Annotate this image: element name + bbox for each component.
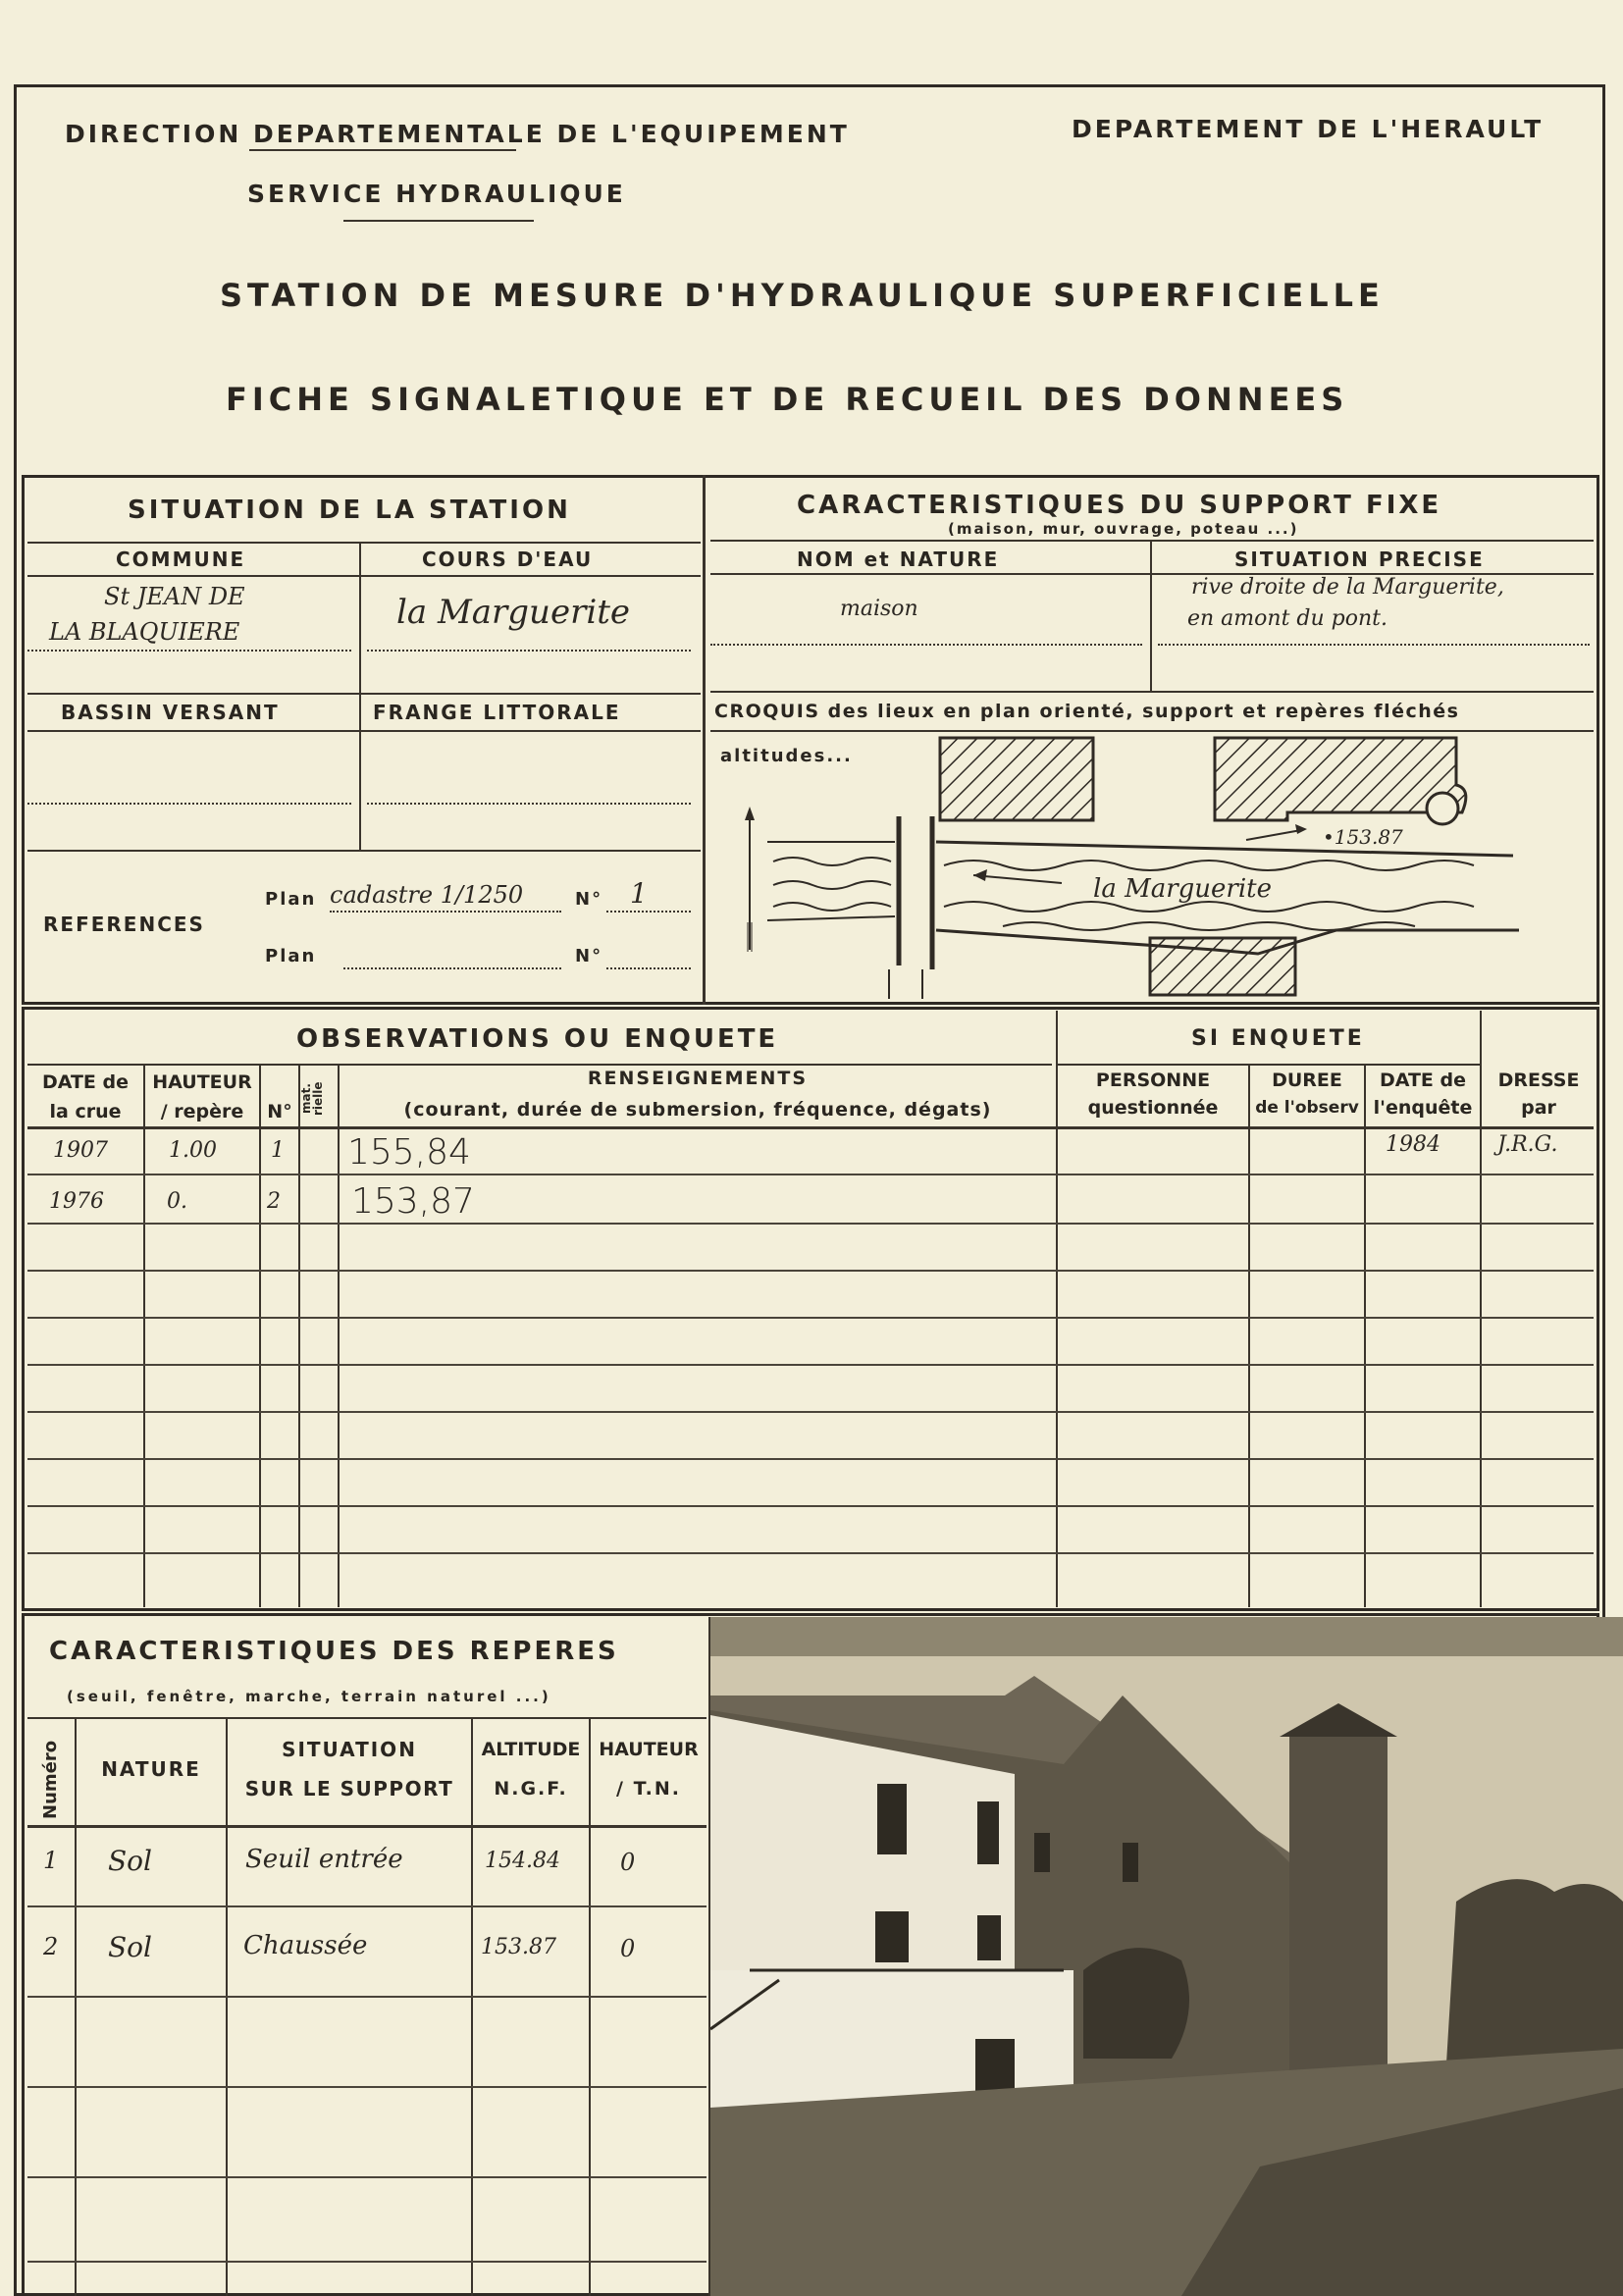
rule	[27, 1717, 707, 1719]
commune-value-1: St JEAN DE	[104, 583, 245, 610]
col-nature: NATURE	[101, 1757, 201, 1781]
plan2-no-label: N°	[575, 946, 603, 966]
station-photo	[710, 1617, 1623, 2296]
rule	[338, 1064, 340, 1607]
title-line2: FICHE SIGNALETIQUE ET DE RECUEIL DES DONNEES	[226, 381, 1349, 418]
org-underline2	[343, 220, 534, 222]
obs-row2-date: 1976	[49, 1189, 104, 1214]
rep-row2-numero: 2	[43, 1933, 59, 1960]
obs-row1-renseignements: 155,84	[347, 1132, 471, 1173]
rule	[226, 1717, 228, 2296]
col-altitude-l1: ALTITUDE	[481, 1739, 581, 1760]
sketch-flow-arrow	[973, 875, 1062, 883]
nom-value: maison	[840, 597, 918, 621]
rep-row-line	[27, 2176, 707, 2178]
rule	[27, 693, 701, 695]
rule	[27, 542, 701, 544]
obs-row-line	[27, 1364, 1594, 1366]
org-line1: DIRECTION DEPARTEMENTALE DE L'EQUIPEMENT	[65, 120, 850, 148]
rep-row1-hauteur: 0	[620, 1849, 636, 1876]
col-no: N°	[267, 1101, 292, 1122]
rule	[1248, 1064, 1250, 1607]
si-enquete-heading: SI ENQUETE	[1191, 1026, 1365, 1051]
section1-divider	[703, 475, 706, 1005]
obs-row-line	[27, 1317, 1594, 1319]
support-subheading: (maison, mur, ouvrage, poteau ...)	[948, 520, 1299, 538]
rule	[1158, 644, 1590, 646]
cours-label: COURS D'EAU	[422, 548, 594, 571]
rule	[710, 540, 1594, 542]
obs-row-line	[27, 1552, 1594, 1554]
plan1-no: 1	[630, 877, 648, 910]
col-rep-hauteur-l2: / T.N.	[616, 1778, 681, 1800]
situation-heading: SITUATION DE LA STATION	[128, 496, 571, 525]
rep-row1-situation: Seuil entrée	[245, 1845, 403, 1874]
rep-row-line	[27, 2261, 707, 2263]
col-situation-l1: SITUATION	[282, 1738, 417, 1761]
obs-row1-dresse: J.R.G.	[1497, 1132, 1558, 1157]
photo-window	[1034, 1833, 1050, 1872]
col-numero: Numéro	[40, 1740, 61, 1820]
rule	[343, 967, 561, 969]
col-personne-l1: PERSONNE	[1095, 1070, 1211, 1091]
col-date-l2: la crue	[49, 1101, 122, 1122]
sketch-water	[773, 881, 891, 889]
reperes-subheading: (seuil, fenêtre, marche, terrain naturel ...)	[67, 1688, 551, 1705]
situation-precise-label: SITUATION PRECISE	[1234, 548, 1485, 571]
obs-row-line	[27, 1223, 1594, 1225]
altitudes-label: altitudes...	[720, 746, 853, 766]
situation-value-1: rive droite de la Marguerite,	[1191, 575, 1504, 600]
references-label: REFERENCES	[43, 913, 205, 936]
obs-row1-date-enquete: 1984	[1386, 1132, 1440, 1157]
rule	[1150, 540, 1152, 691]
col-rep-hauteur-l1: HAUTEUR	[599, 1739, 699, 1760]
rule	[367, 650, 691, 652]
obs-row-line	[27, 1458, 1594, 1460]
frange-label: FRANGE LITTORALE	[373, 701, 621, 724]
rep-row2-hauteur: 0	[620, 1935, 636, 1962]
obs-row1-date: 1907	[53, 1138, 108, 1163]
plan1-label: Plan	[265, 889, 317, 910]
col-dresse-l2: par	[1521, 1097, 1556, 1119]
col-duree-l2: de l'observ	[1255, 1098, 1359, 1118]
plan1-no-label: N°	[575, 889, 603, 910]
nom-label: NOM et NATURE	[797, 548, 1000, 571]
rep-row2-nature: Sol	[108, 1931, 152, 1963]
rep-row-line	[27, 1996, 707, 1998]
photo-window	[875, 1911, 909, 1962]
rep-row2-altitude: 153.87	[481, 1935, 556, 1959]
rule	[589, 1717, 591, 2296]
rep-row1-altitude: 154.84	[485, 1849, 560, 1873]
rule	[27, 803, 351, 805]
col-duree-l1: DUREE	[1272, 1070, 1342, 1091]
sketch-building-left	[940, 738, 1093, 820]
sketch-turret	[1427, 793, 1458, 824]
rule	[1364, 1064, 1366, 1607]
rule	[27, 1825, 707, 1828]
sketch-north-arrowhead	[745, 807, 755, 820]
plan1-value: cadastre 1/1250	[330, 881, 524, 909]
obs-row-line	[27, 1505, 1594, 1507]
col-mat: mat. rielle	[299, 1081, 325, 1117]
rep-row2-situation: Chaussée	[243, 1931, 368, 1960]
rule	[367, 803, 691, 805]
rule	[330, 911, 561, 913]
obs-row-line	[27, 1270, 1594, 1272]
col-altitude-l2: N.G.F.	[494, 1778, 568, 1800]
sketch-mark-arrow	[1246, 830, 1301, 840]
col-hauteur-l2: / repère	[160, 1101, 244, 1122]
photo-window	[977, 1801, 999, 1864]
rule	[471, 1717, 473, 2296]
sketch-bank-top	[936, 842, 1513, 856]
col-personne-l2: questionnée	[1087, 1097, 1219, 1119]
obs-row2-no: 2	[267, 1189, 281, 1214]
obs-row2-hauteur: 0.	[167, 1189, 187, 1214]
rule	[710, 644, 1142, 646]
rule	[298, 1064, 300, 1607]
rule	[27, 1126, 1594, 1129]
photo-window	[1123, 1843, 1138, 1882]
obs-row-line	[27, 1174, 1594, 1175]
sketch-mark-arrowhead	[1295, 824, 1307, 834]
sketch-river-label: la Marguerite	[1093, 874, 1272, 904]
rule	[27, 575, 701, 577]
rep-row1-numero: 1	[43, 1847, 59, 1874]
support-heading: CARACTERISTIQUES DU SUPPORT FIXE	[797, 491, 1442, 520]
col-dresse-l1: DRESSE	[1497, 1070, 1580, 1091]
col-date-enquete-l2: l'enquête	[1373, 1097, 1473, 1119]
org-underline1	[249, 149, 516, 151]
rep-row1-nature: Sol	[108, 1845, 152, 1877]
site-sketch	[708, 734, 1597, 1001]
col-situation-l2: SUR LE SUPPORT	[244, 1777, 454, 1800]
sketch-flow-arrowhead	[973, 869, 987, 881]
sketch-water	[773, 858, 891, 865]
department: DEPARTEMENT DE L'HERAULT	[1072, 115, 1544, 143]
sketch-altitude: •153.87	[1323, 825, 1403, 849]
commune-label: COMMUNE	[116, 548, 246, 571]
rule	[606, 911, 691, 913]
rule	[710, 730, 1594, 732]
rule	[27, 850, 701, 852]
photo-window	[977, 1915, 1001, 1960]
rule	[27, 730, 701, 732]
sketch-water	[773, 903, 891, 911]
reperes-heading: CARACTERISTIQUES DES REPERES	[49, 1637, 619, 1666]
sketch-bank-left	[767, 916, 895, 920]
obs-row1-hauteur: 1.00	[169, 1138, 217, 1163]
col-date-l1: DATE de	[41, 1071, 130, 1093]
rule	[259, 1064, 261, 1607]
cours-value: la Marguerite	[396, 593, 630, 632]
observations-heading: OBSERVATIONS OU ENQUETE	[296, 1024, 779, 1054]
photo-bush	[1083, 1948, 1189, 2059]
bassin-label: BASSIN VERSANT	[61, 701, 280, 724]
croquis-label: CROQUIS des lieux en plan orienté, support et repères fléchés	[714, 701, 1460, 722]
rep-row-line	[27, 1905, 707, 1907]
photo-window	[877, 1784, 907, 1854]
sketch-water	[944, 861, 1474, 870]
rule	[27, 650, 351, 652]
org-line2: SERVICE HYDRAULIQUE	[247, 180, 626, 208]
rule	[606, 967, 691, 969]
obs-row-line	[27, 1411, 1594, 1413]
rule	[75, 1717, 77, 2296]
commune-value-2: LA BLAQUIERE	[49, 618, 240, 646]
rule	[143, 1064, 145, 1607]
obs-row1-no: 1	[271, 1138, 285, 1163]
col-date-enquete-l1: DATE de	[1379, 1070, 1467, 1091]
situation-value-2: en amont du pont.	[1187, 606, 1387, 631]
rule	[359, 542, 361, 850]
photo-sky-top	[710, 1617, 1623, 1656]
obs-row2-renseignements: 153,87	[351, 1181, 475, 1222]
rep-row-line	[27, 2086, 707, 2088]
col-renseignements-sub: (courant, durée de submersion, fréquence, dégats)	[403, 1099, 992, 1121]
title-line1: STATION DE MESURE D'HYDRAULIQUE SUPERFICIELLE	[220, 277, 1385, 314]
plan2-label: Plan	[265, 946, 317, 966]
col-renseignements: RENSEIGNEMENTS	[587, 1068, 809, 1089]
col-hauteur-l1: HAUTEUR	[152, 1071, 252, 1093]
rule	[710, 691, 1594, 693]
